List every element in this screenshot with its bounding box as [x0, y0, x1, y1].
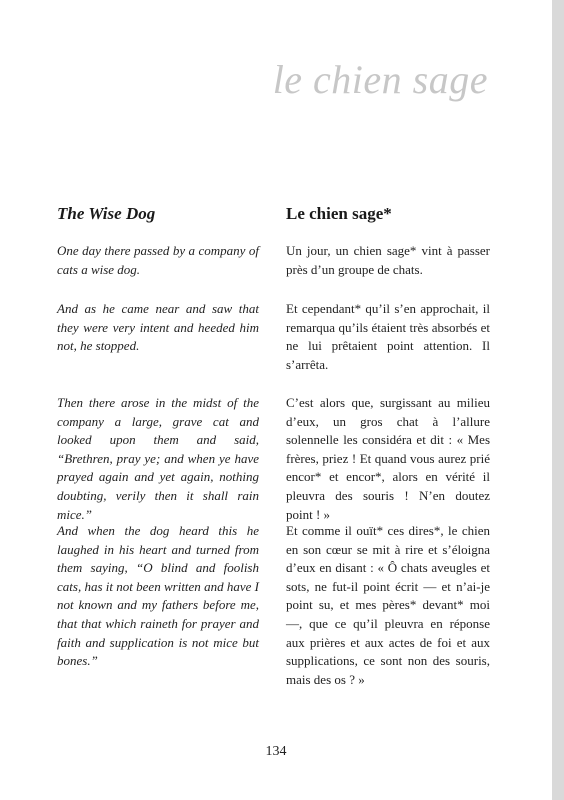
french-title: Le chien sage* — [286, 204, 392, 223]
english-paragraph-2: And as he came near and saw that they were very intent and heeded him not, he stopped. — [57, 301, 259, 354]
english-title: The Wise Dog — [57, 204, 156, 223]
page-number: 134 — [265, 744, 287, 759]
english-paragraph-3: Then there arose in the midst of the company a large, grave cat and looked upon them and said, “Brethren, pray ye; and when ye have prayed again and yet again, nothing doubting, verily then it shall rain mice.” — [57, 395, 259, 522]
french-column — [286, 202, 490, 687]
french-paragraph-2: Et cependant* qu’il s’en approchait, il remarqua qu’ils étaient très absorbés et ne lui prêtaient point attention. Il s’arrêta. — [286, 301, 490, 372]
running-title: le chien sage — [272, 57, 488, 102]
english-paragraph-4: And when the dog heard this he laughed in his heart and turned from them saying, “O blind and foolish cats, has it not been written and have I not known and my fathers before me, that that which raineth for prayer and faith and supplication is not mice but bones.” — [57, 523, 259, 669]
french-paragraph-4: Et comme il ouït* ces dires*, le chien en son cœur se mit à rire et s’éloigna d’eux en disant : « Ô chats aveugles et sots, ne fut-il point écrit — et n’ai-je point su, et mes pères* devant* moi —, que ce qu’il pleuvra en réponse aux prières et aux actes de foi et aux supplications, ce sont non des souris, mais des os ? » — [286, 523, 490, 687]
french-paragraph-3: C’est alors que, surgissant au milieu d’eux, un gros chat à l’allure solennelle les considéra et dit : « Mes frères, priez ! Et quand vous aurez prié encor* et encor*, alors en vérité il pleuvra des souris ! N’en doutez point ! » — [286, 395, 490, 522]
french-paragraph-1: Un jour, un chien sage* vint à passer près d’un groupe de chats. — [286, 243, 490, 277]
english-paragraph-1: One day there passed by a company of cats a wise dog. — [57, 243, 259, 277]
english-column — [57, 202, 259, 669]
